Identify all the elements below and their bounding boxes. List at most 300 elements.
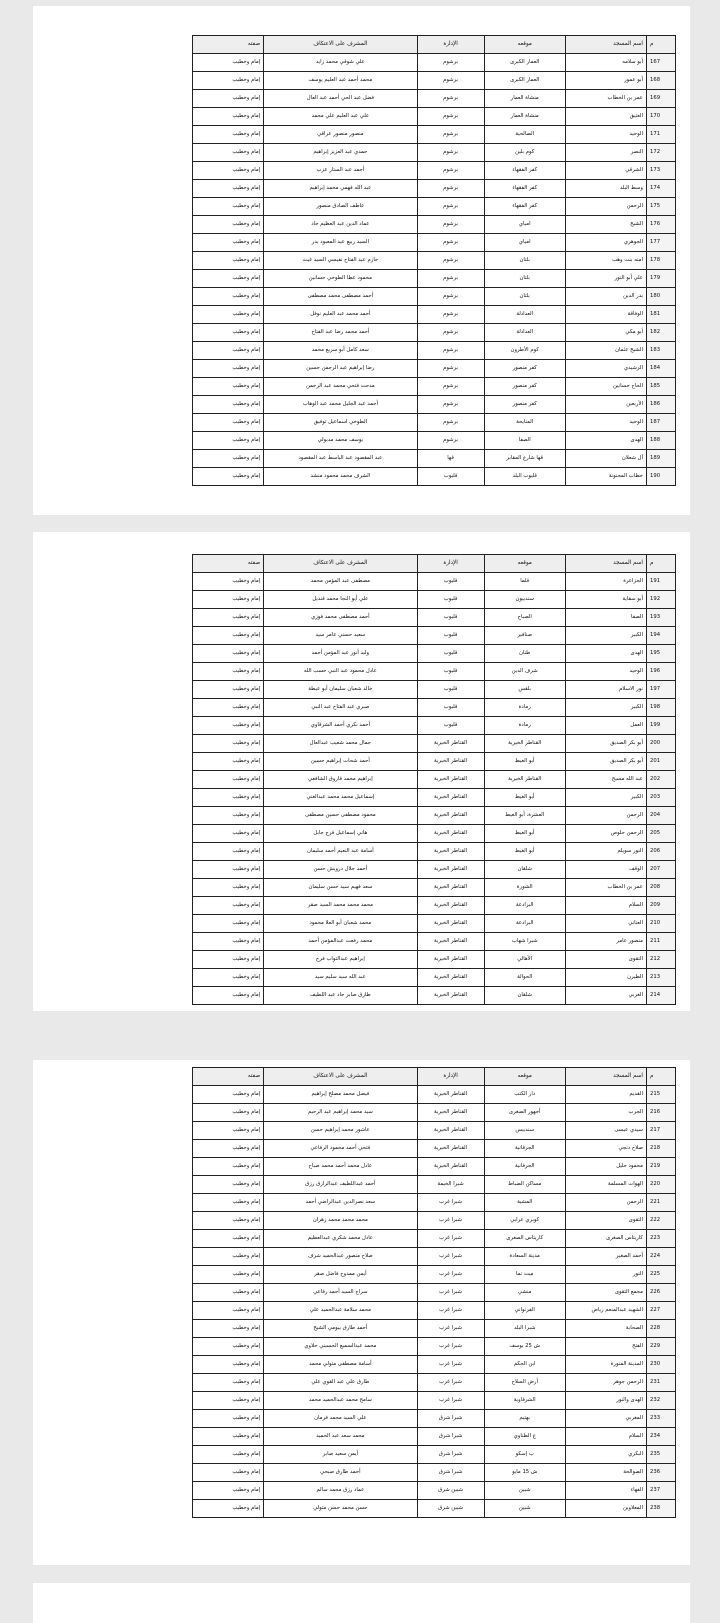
cell-role: إمام وخطيب [193,951,264,969]
cell-administration: القناطر الخيرية [417,915,484,933]
cell-mosque-name: البكري [565,1446,646,1464]
table-row [193,1374,676,1392]
cell-location: الفرنواني [484,1302,565,1320]
cell-administration: برشوم [417,198,484,216]
table-row [193,1158,676,1176]
cell-num: 227 [646,1302,675,1320]
cell-location: ش 25 يوسف [484,1338,565,1356]
cell-administration: برشوم [417,342,484,360]
cell-supervisor: سعد فهيم سيد حسن سليمان [264,879,417,897]
cell-administration: شبرا غرب [417,1266,484,1284]
cell-mosque-name: سيدي عيسى [565,1122,646,1140]
cell-supervisor: عبد المقصود عبد الباسط عبد المقصود [264,450,417,468]
cell-mosque-name: الرحمن جوهر [565,1374,646,1392]
cell-role: إمام وخطيب [193,879,264,897]
cell-num: 219 [646,1158,675,1176]
cell-mosque-name: الصفا [565,609,646,627]
cell-administration: القناطر الخيرية [417,807,484,825]
document-page-2 [33,532,690,1011]
table-row [193,1122,676,1140]
cell-role: إمام وخطيب [193,252,264,270]
cell-administration: قليوب [417,681,484,699]
header-num: م [646,1068,675,1086]
cell-location: القناطر الخيرية [484,735,565,753]
cell-location: الصالحية [484,126,565,144]
cell-administration: برشوم [417,288,484,306]
cell-mosque-name: عمر بن الخطاب [565,879,646,897]
cell-administration: شبرا غرب [417,1392,484,1410]
cell-supervisor: سامح محمد عبدالحميد محمد [264,1392,417,1410]
cell-role: إمام وخطيب [193,270,264,288]
cell-supervisor: محمد أحمد عبد العليم يوسف [264,72,417,90]
cell-mosque-name: السلام [565,1428,646,1446]
cell-administration: برشوم [417,126,484,144]
cell-location: كفر منصور [484,378,565,396]
table-row [193,1428,676,1446]
cell-location: شبين [484,1482,565,1500]
table-row [193,414,676,432]
cell-location: كفر منصور [484,360,565,378]
cell-mosque-name: الشهيد عبدالمنعم رياض [565,1302,646,1320]
cell-mosque-name: الجرب [565,1104,646,1122]
table-header [193,36,676,54]
cell-mosque-name: النور سويلم [565,843,646,861]
cell-location: مدينة السعادة [484,1248,565,1266]
cell-location: بهتيم [484,1410,565,1428]
cell-administration: شبرا غرب [417,1302,484,1320]
cell-mosque-name: الأربعين [565,396,646,414]
cell-supervisor: يوسف محمد مدبولي [264,432,417,450]
cell-location: كوبري عرابي [484,1212,565,1230]
cell-role: إمام وخطيب [193,126,264,144]
cell-mosque-name: المعلاوين [565,1500,646,1518]
cell-supervisor: أيمن سعيد صابر [264,1446,417,1464]
cell-mosque-name: الوحيد [565,663,646,681]
cell-location: العشرة، أبو الغيط [484,807,565,825]
table-row [193,987,676,1005]
table-row [193,573,676,591]
cell-role: إمام وخطيب [193,324,264,342]
table-row [193,288,676,306]
table-row [193,627,676,645]
cell-supervisor: أحمد عبد الجليل محمد عبد الوهاب [264,396,417,414]
cell-supervisor: سعد كامل أبو سريع محمد [264,342,417,360]
cell-mosque-name: العناني [565,915,646,933]
cell-role: إمام وخطيب [193,627,264,645]
cell-role: إمام وخطيب [193,1140,264,1158]
cell-num: 177 [646,234,675,252]
cell-location: رمادة [484,717,565,735]
cell-role: إمام وخطيب [193,609,264,627]
cell-mosque-name: الرشيدي [565,360,646,378]
cell-role: إمام وخطيب [193,1194,264,1212]
cell-administration: القناطر الخيرية [417,1104,484,1122]
cell-supervisor: عادل محمود عبد النبي حسب الله [264,663,417,681]
cell-supervisor: أحمد جلال درويش حسن [264,861,417,879]
cell-administration: شبرا غرب [417,1284,484,1302]
cell-supervisor: أحمد شحات إبراهيم حسين [264,753,417,771]
cell-location: ش 15 مايو [484,1464,565,1482]
cell-location: أبو الغيط [484,789,565,807]
cell-num: 229 [646,1338,675,1356]
table-row [193,1392,676,1410]
table-row [193,252,676,270]
document-page-3 [33,1060,690,1565]
cell-administration: شبرا غرب [417,1230,484,1248]
cell-location: المشية [484,1194,565,1212]
cell-supervisor: عبد الله سيد سليم سيد [264,969,417,987]
cell-administration: برشوم [417,72,484,90]
cell-num: 172 [646,144,675,162]
table-row [193,591,676,609]
cell-administration: برشوم [417,180,484,198]
mosque-table [192,554,676,1005]
cell-mosque-name: المدينة المنورة [565,1356,646,1374]
cell-administration: القناطر الخيرية [417,861,484,879]
table-row [193,342,676,360]
cell-location: الجرفانية [484,1158,565,1176]
cell-location: شلقان [484,987,565,1005]
cell-num: 225 [646,1266,675,1284]
cell-location: قلما [484,573,565,591]
header-mosque-name: اسم المسجد [565,555,646,573]
cell-role: إمام وخطيب [193,645,264,663]
cell-mosque-name: الصحابة [565,1320,646,1338]
table-row [193,951,676,969]
cell-role: إمام وخطيب [193,1176,264,1194]
cell-mosque-name: الكبير [565,699,646,717]
cell-mosque-name: بدر الدين [565,288,646,306]
mosque-table [192,1067,676,1518]
cell-role: إمام وخطيب [193,450,264,468]
cell-role: إمام وخطيب [193,591,264,609]
cell-mosque-name: العمل [565,717,646,735]
cell-mosque-name: القديم [565,1086,646,1104]
cell-supervisor: رضا إبراهيم عبد الرحمن حسين [264,360,417,378]
cell-supervisor: طارق علي عبد القوي علي [264,1374,417,1392]
cell-num: 209 [646,897,675,915]
table-header [193,1068,676,1086]
cell-administration: القناطر الخيرية [417,1140,484,1158]
cell-supervisor: عماد الدين عبد العظيم جاد [264,216,417,234]
cell-administration: القناطر الخيرية [417,1158,484,1176]
cell-num: 226 [646,1284,675,1302]
cell-administration: برشوم [417,234,484,252]
table-row [193,1338,676,1356]
cell-mosque-name: الرحمن حلوص [565,825,646,843]
cell-role: إمام وخطيب [193,771,264,789]
header-mosque-name: اسم المسجد [565,1068,646,1086]
cell-administration: القناطر الخيرية [417,825,484,843]
cell-role: إمام وخطيب [193,735,264,753]
cell-mosque-name: أبو سلامه [565,54,646,72]
cell-role: إمام وخطيب [193,1410,264,1428]
cell-mosque-name: أبو مكي [565,324,646,342]
table-body [193,1086,676,1518]
cell-num: 207 [646,861,675,879]
cell-administration: القناطر الخيرية [417,735,484,753]
table-row [193,1176,676,1194]
cell-supervisor: محمد سلامة عبدالحميد علي [264,1302,417,1320]
table-row [193,396,676,414]
header-location: موقعه [484,1068,565,1086]
cell-administration: القناطر الخيرية [417,753,484,771]
cell-num: 206 [646,843,675,861]
cell-role: إمام وخطيب [193,1284,264,1302]
cell-location: أبو الغيط [484,825,565,843]
cell-administration: القناطر الخيرية [417,951,484,969]
table-row [193,1140,676,1158]
cell-supervisor: محمد محمد محمد زهران [264,1212,417,1230]
cell-administration: شبرا غرب [417,1338,484,1356]
cell-role: إمام وخطيب [193,342,264,360]
cell-num: 234 [646,1428,675,1446]
cell-location: الصفا [484,432,565,450]
cell-administration: برشوم [417,54,484,72]
cell-role: إمام وخطيب [193,162,264,180]
table-row [193,468,676,486]
cell-supervisor: حمدي عبد العزيز إبراهيم [264,144,417,162]
table-row [193,162,676,180]
cell-supervisor: محمود عطا الطوخي حسانين [264,270,417,288]
table-row [193,645,676,663]
header-role: صفته [193,36,264,54]
table-row [193,807,676,825]
cell-supervisor: أحمد عبد الستار عزب [264,162,417,180]
table-row [193,933,676,951]
cell-supervisor: حازم عبد الفتاح نفيسي السيد غيث [264,252,417,270]
cell-administration: شبرا غرب [417,1212,484,1230]
table-row [193,1464,676,1482]
cell-administration: شبين شرق [417,1500,484,1518]
cell-mosque-name: أبو بكر الصديق [565,735,646,753]
cell-administration: شبرا شرق [417,1446,484,1464]
cell-location: كفر منصور [484,396,565,414]
cell-location: قها شارع المقابر [484,450,565,468]
cell-role: إمام وخطيب [193,1482,264,1500]
cell-supervisor: أحمد محمد رضا عبد الفتاح [264,324,417,342]
table-row [193,1284,676,1302]
cell-administration: قليوب [417,627,484,645]
table-row [193,144,676,162]
cell-role: إمام وخطيب [193,216,264,234]
cell-mosque-name: آل شعلان [565,450,646,468]
cell-role: إمام وخطيب [193,360,264,378]
cell-supervisor: السيد ربيع عبد المعبود بدر [264,234,417,252]
header-location: موقعه [484,555,565,573]
cell-administration: برشوم [417,306,484,324]
table-row [193,126,676,144]
table-row [193,717,676,735]
cell-num: 194 [646,627,675,645]
cell-num: 216 [646,1104,675,1122]
cell-location: شبرا شهاب [484,933,565,951]
cell-location: العمار الكبرى [484,72,565,90]
cell-supervisor: محمد عبدالسميع الحسيني حلاوي [264,1338,417,1356]
table-row [193,861,676,879]
cell-location: كوم بلين [484,144,565,162]
cell-location: شرف الدين [484,663,565,681]
cell-location: ب إسكو [484,1446,565,1464]
cell-administration: برشوم [417,270,484,288]
cell-location: الصباح [484,609,565,627]
cell-mosque-name: الصوالحة [565,1464,646,1482]
cell-num: 205 [646,825,675,843]
cell-mosque-name: الهدى والنور [565,1392,646,1410]
cell-num: 184 [646,360,675,378]
cell-administration: شبرا غرب [417,1374,484,1392]
cell-administration: القناطر الخيرية [417,843,484,861]
cell-supervisor: إسماعيل محمد محمد عبدالغني [264,789,417,807]
cell-role: إمام وخطيب [193,1320,264,1338]
cell-mosque-name: الغربي [565,987,646,1005]
table-body [193,573,676,1005]
table-row [193,270,676,288]
table-row [193,1302,676,1320]
cell-location: الأهالي [484,951,565,969]
cell-num: 232 [646,1392,675,1410]
table-row [193,663,676,681]
cell-supervisor: أسامة مصطفى متولي محمد [264,1356,417,1374]
cell-num: 189 [646,450,675,468]
cell-supervisor: صبري عبد الفتاح عبد النبي [264,699,417,717]
header-location: موقعه [484,36,565,54]
header-administration: الإدارة [417,555,484,573]
cell-supervisor: علي شوقي محمد زايد [264,54,417,72]
cell-mosque-name: محمود حليل [565,1158,646,1176]
cell-supervisor: أحمد بكري أحمد الشرقاوي [264,717,417,735]
mosque-table [192,35,676,486]
cell-role: إمام وخطيب [193,1500,264,1518]
cell-num: 186 [646,396,675,414]
header-num: م [646,36,675,54]
cell-role: إمام وخطيب [193,933,264,951]
cell-supervisor: أحمد عبداللطيف عبدالرازق رزق [264,1176,417,1194]
table-row [193,1194,676,1212]
table-row [193,54,676,72]
cell-num: 167 [646,54,675,72]
cell-num: 181 [646,306,675,324]
cell-role: إمام وخطيب [193,288,264,306]
cell-num: 233 [646,1410,675,1428]
cell-role: إمام وخطيب [193,1356,264,1374]
cell-mosque-name: عمر بن الخطاب [565,90,646,108]
table-row [193,969,676,987]
cell-role: إمام وخطيب [193,378,264,396]
cell-location: كاريتاس الصغرى [484,1230,565,1248]
cell-supervisor: عبد الله فهمي محمد إبراهيم [264,180,417,198]
cell-supervisor: عماد رزق محمد سالم [264,1482,417,1500]
cell-role: إمام وخطيب [193,1446,264,1464]
cell-role: إمام وخطيب [193,1464,264,1482]
table-row [193,216,676,234]
cell-role: إمام وخطيب [193,843,264,861]
cell-num: 190 [646,468,675,486]
cell-location: منشاة العمار [484,90,565,108]
cell-location: أبو الغيط [484,753,565,771]
cell-role: إمام وخطيب [193,789,264,807]
table-row [193,234,676,252]
cell-administration: برشوم [417,396,484,414]
header-num: م [646,555,675,573]
table-header [193,555,676,573]
table-row [193,681,676,699]
cell-mosque-name: الهوات المسلمة [565,1176,646,1194]
cell-mosque-name: الوحيد [565,414,646,432]
cell-num: 215 [646,1086,675,1104]
cell-supervisor: إبراهيم محمد فاروق الشافعي [264,771,417,789]
cell-supervisor: مدحت فتحي محمد عبد الرحمن [264,378,417,396]
cell-location: كفر الفقهاء [484,162,565,180]
cell-mosque-name: النور [565,1266,646,1284]
cell-role: إمام وخطيب [193,825,264,843]
cell-num: 176 [646,216,675,234]
cell-mosque-name: الوفاقة [565,306,646,324]
cell-location: شبين [484,1500,565,1518]
cell-supervisor: عادل محمد شكري عبدالعظيم [264,1230,417,1248]
cell-location: صنافير [484,627,565,645]
cell-location: الحوالة [484,969,565,987]
cell-mosque-name: وسط البلد [565,180,646,198]
cell-num: 237 [646,1482,675,1500]
cell-location: قليوب البلد [484,468,565,486]
cell-mosque-name: الفهاء [565,1482,646,1500]
cell-num: 217 [646,1122,675,1140]
cell-num: 222 [646,1212,675,1230]
table-row [193,1356,676,1374]
cell-mosque-name: الوحيد [565,126,646,144]
cell-administration: شبرا غرب [417,1320,484,1338]
cell-num: 220 [646,1176,675,1194]
cell-num: 201 [646,753,675,771]
cell-administration: شبرا شرق [417,1464,484,1482]
cell-mosque-name: الكبير [565,789,646,807]
cell-role: إمام وخطيب [193,1104,264,1122]
header-supervisor: المشرف على الاعتكاف [264,36,417,54]
table-row [193,915,676,933]
cell-num: 213 [646,969,675,987]
table-row [193,753,676,771]
cell-role: إمام وخطيب [193,1374,264,1392]
cell-mosque-name: الجزاعرة [565,573,646,591]
document-page-4 [33,1583,690,1623]
table-row [193,771,676,789]
cell-location: كفر الفقهاء [484,198,565,216]
cell-mosque-name: الجوهري [565,234,646,252]
cell-role: إمام وخطيب [193,396,264,414]
cell-role: إمام وخطيب [193,1248,264,1266]
cell-mosque-name: الوقف [565,861,646,879]
cell-role: إمام وخطيب [193,468,264,486]
cell-role: إمام وخطيب [193,753,264,771]
cell-location: بلتان [484,270,565,288]
cell-administration: برشوم [417,360,484,378]
table-row [193,1212,676,1230]
cell-mosque-name: عبد الله مسيح [565,771,646,789]
cell-role: إمام وخطيب [193,1086,264,1104]
cell-supervisor: فتحي أحمد محمود الرفاعي [264,1140,417,1158]
cell-supervisor: أحمد محمد عبد العليم نوفل [264,306,417,324]
cell-role: إمام وخطيب [193,1392,264,1410]
cell-administration: قليوب [417,717,484,735]
cell-administration: برشوم [417,432,484,450]
table-row [193,897,676,915]
cell-num: 199 [646,717,675,735]
cell-role: إمام وخطيب [193,1122,264,1140]
cell-administration: برشوم [417,324,484,342]
cell-supervisor: أحمد مصطفى محمد مصطفى [264,288,417,306]
cell-num: 193 [646,609,675,627]
